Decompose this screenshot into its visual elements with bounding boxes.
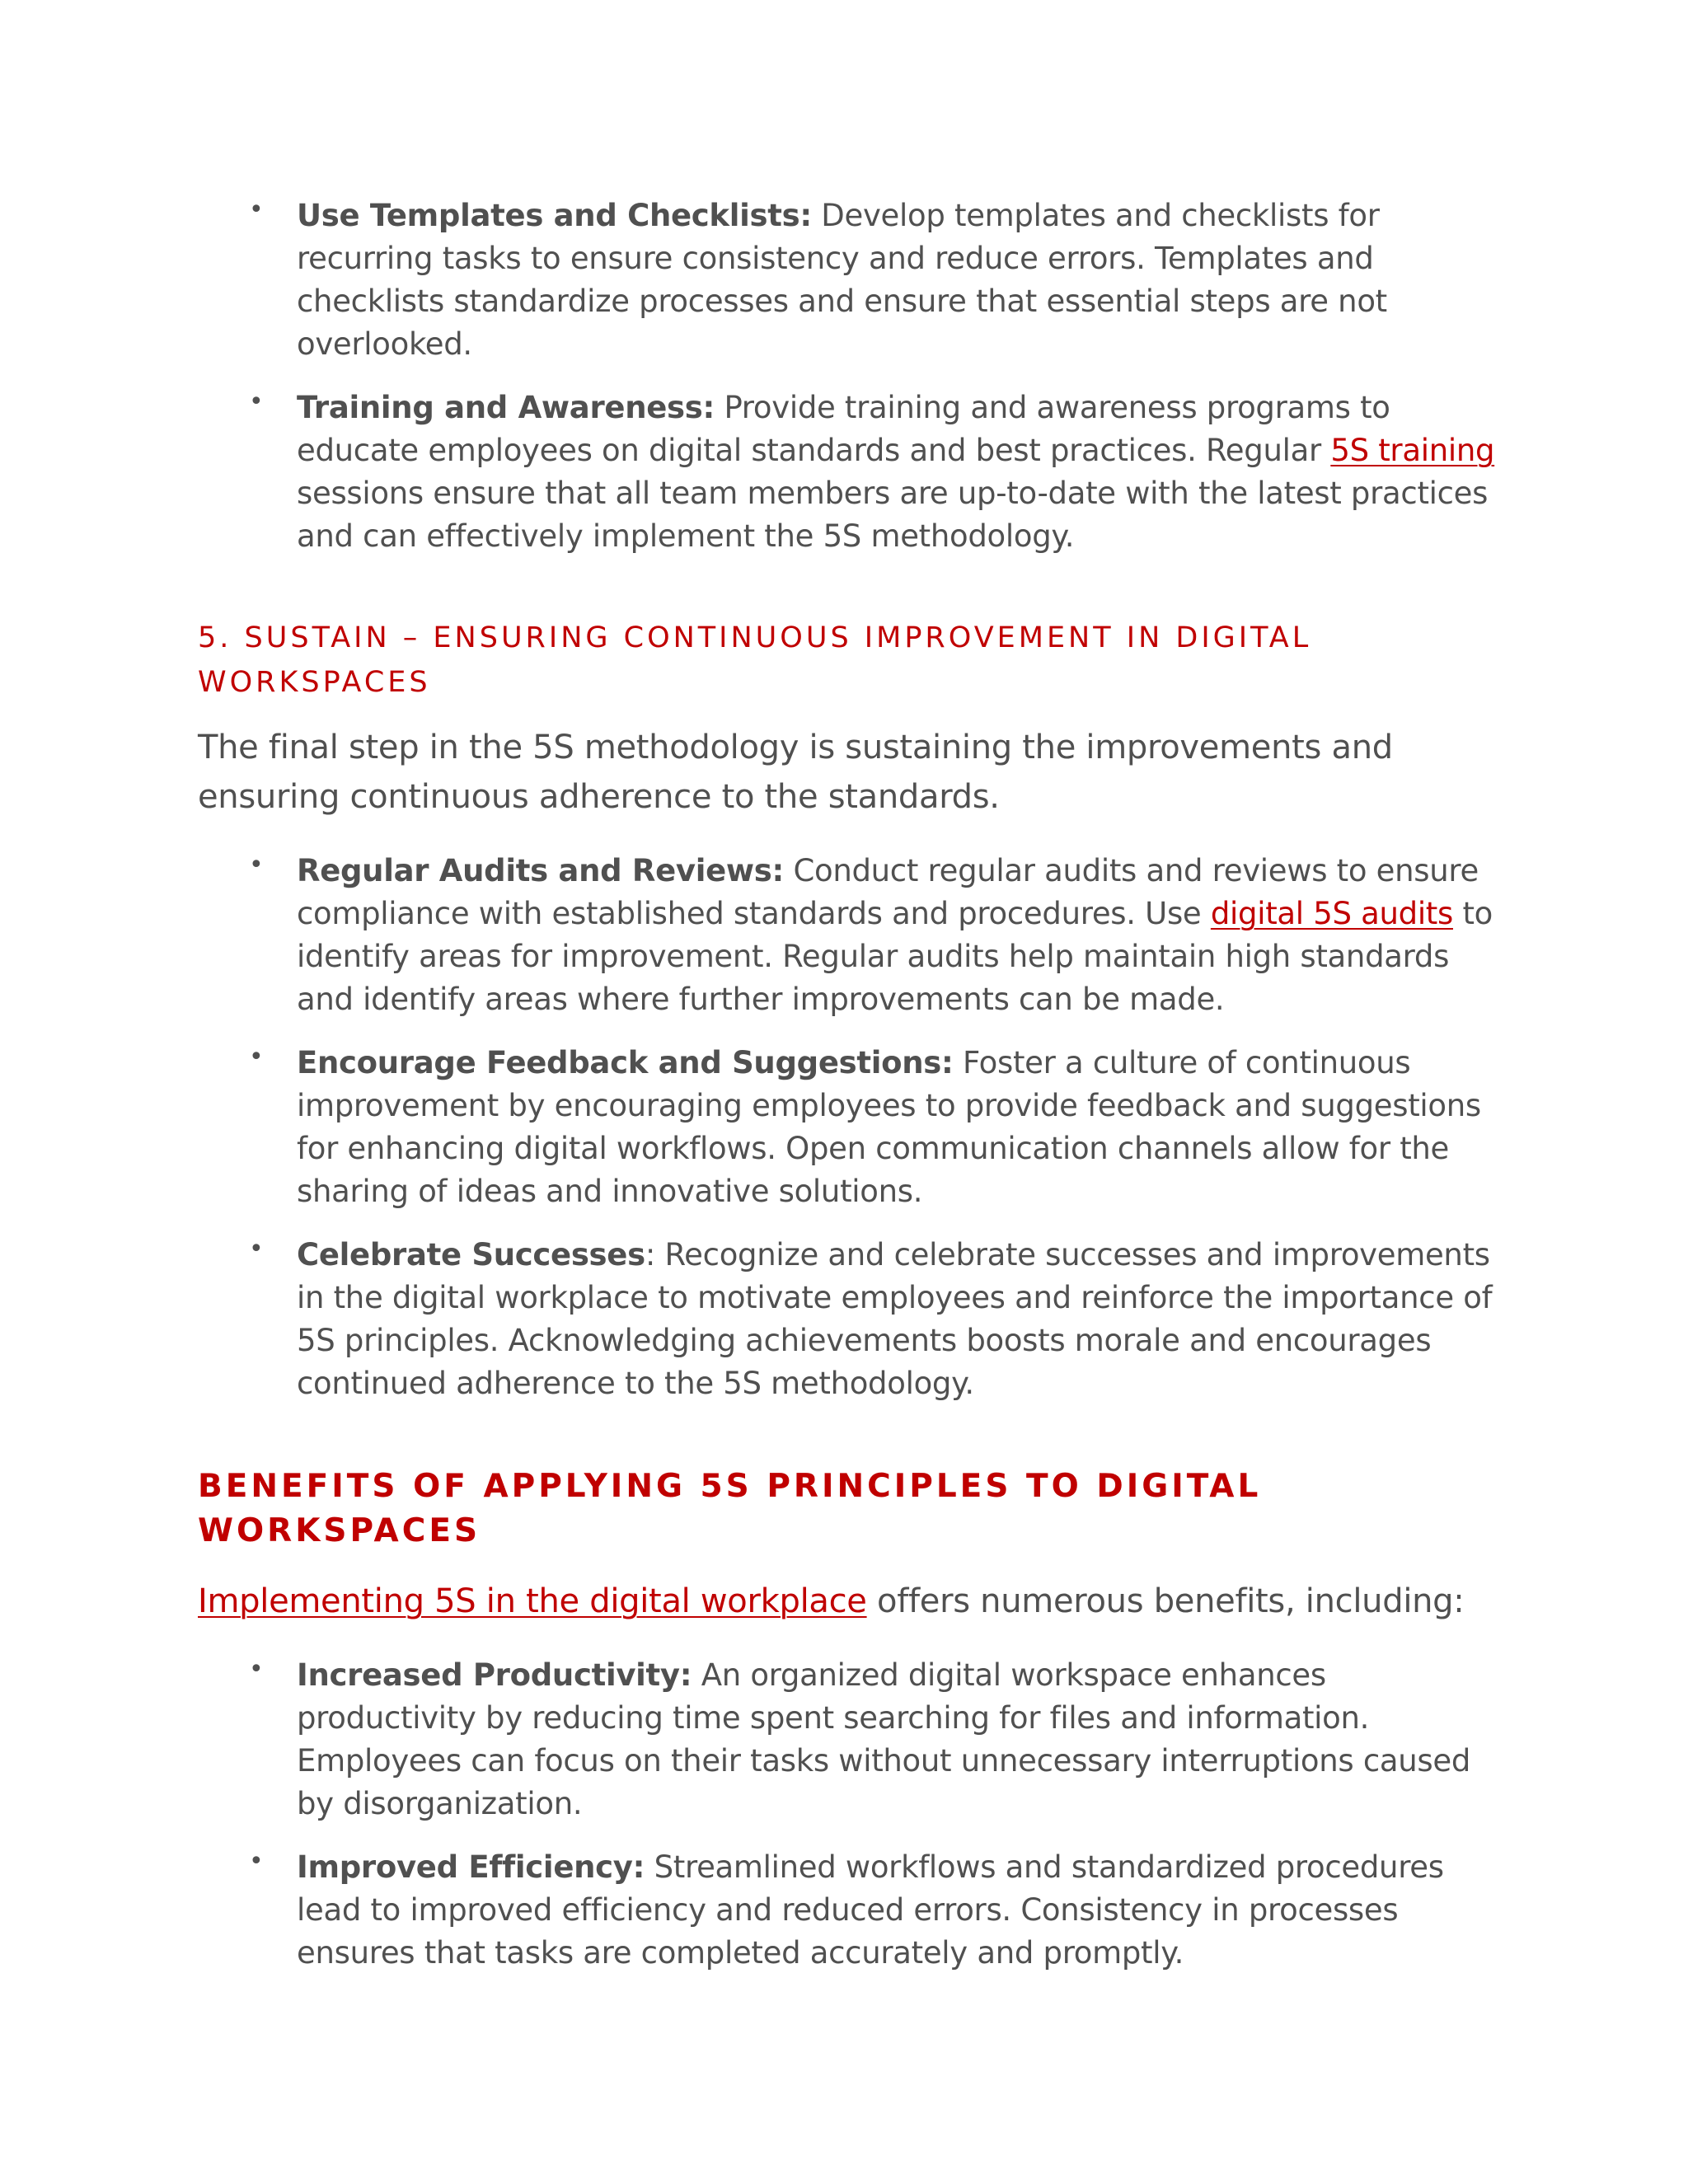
list-item-text: Streamlined workflows and standardized procedures lead to improved efficiency and reduced errors. Consistency in processes ensures that tasks are completed accurately and promptly. <box>297 1849 1444 1971</box>
list-item-text: An organized digital workspace enhances productivity by reducing time spent searching for files and information. Employees can focus on their tasks without unnecessary interruptions caused by disorganization. <box>297 1657 1471 1821</box>
list-item <box>198 1234 1496 1405</box>
list-item-bold-lead: Training and Awareness: <box>297 390 715 425</box>
list-item-text: to identify areas for improvement. Regular audits help maintain high standards and identify areas where further improvements can be made. <box>297 896 1493 1017</box>
list-item-bold-lead: Celebrate Successes <box>297 1237 645 1272</box>
list-item-text: Develop templates and checklists for recurring tasks to ensure consistency and reduce errors. Templates and checklists standardize processes and ensure that essential steps are not overlooked. <box>297 198 1387 362</box>
bullet-icon: • <box>249 1655 264 1684</box>
list-item <box>198 1654 1496 1825</box>
list-item-text: : Recognize and celebrate successes and improvements in the digital workplace to motivate employees and reinforce the importance of 5S principles. Acknowledging achievements boosts morale and encourages continued adherence to the 5S methodology. <box>297 1237 1493 1401</box>
list-item-text: Foster a culture of continuous improvement by encouraging employees to provide feedback and suggestions for enhancing digital workflows. Open communication channels allow for the sharing of ideas and innovative solutions. <box>297 1045 1481 1209</box>
list-item <box>198 387 1496 558</box>
bullet-icon: • <box>249 851 264 879</box>
list-item <box>198 194 1496 366</box>
list-item <box>198 850 1496 1021</box>
bullet-list-standardize <box>198 194 1496 558</box>
bullet-icon: • <box>249 1235 264 1263</box>
bullet-icon: • <box>249 1043 264 1071</box>
section-heading-sustain: 5. SUSTAIN – ENSURING CONTINUOUS IMPROVEMENT IN DIGITAL WORKSPACES <box>198 621 1312 699</box>
list-item <box>198 1846 1496 1975</box>
page-content <box>198 194 1496 1995</box>
list-item-bold-lead: Improved Efficiency: <box>297 1849 645 1885</box>
list-item-bold-lead: Use Templates and Checklists: <box>297 198 812 233</box>
list-item-text: sessions ensure that all team members are up-to-date with the latest practices and can effectively implement the 5S methodology. <box>297 476 1489 554</box>
bullet-icon: • <box>249 1847 264 1876</box>
benefits-intro-paragraph <box>198 1577 1496 1626</box>
link-digital-5s-audits[interactable]: digital 5S audits <box>1210 896 1453 931</box>
section-intro-paragraph: The final step in the 5S methodology is sustaining the improvements and ensuring continuous adherence to the standards. <box>198 729 1393 816</box>
list-item-bold-lead: Regular Audits and Reviews: <box>297 853 784 888</box>
bullet-icon: • <box>249 387 264 416</box>
list-item <box>198 1042 1496 1213</box>
list-item-text: Conduct regular audits and reviews to ensure compliance with established standards and procedures. Use <box>297 853 1479 931</box>
benefits-intro-text: offers numerous benefits, including: <box>866 1582 1465 1620</box>
link-implementing-5s[interactable]: Implementing 5S in the digital workplace <box>198 1582 867 1620</box>
list-item-text: Provide training and awareness programs to educate employees on digital standards and best practices. Regular <box>297 390 1390 468</box>
bullet-list-sustain <box>198 850 1496 1405</box>
bullet-icon: • <box>249 195 264 224</box>
list-item-bold-lead: Encourage Feedback and Suggestions: <box>297 1045 954 1080</box>
list-item-bold-lead: Increased Productivity: <box>297 1657 692 1693</box>
link-5s-training[interactable]: 5S training <box>1330 433 1495 468</box>
section-heading-benefits: BENEFITS OF APPLYING 5S PRINCIPLES TO DIGITAL WORKSPACES <box>198 1468 1262 1549</box>
bullet-list-benefits <box>198 1654 1496 1975</box>
